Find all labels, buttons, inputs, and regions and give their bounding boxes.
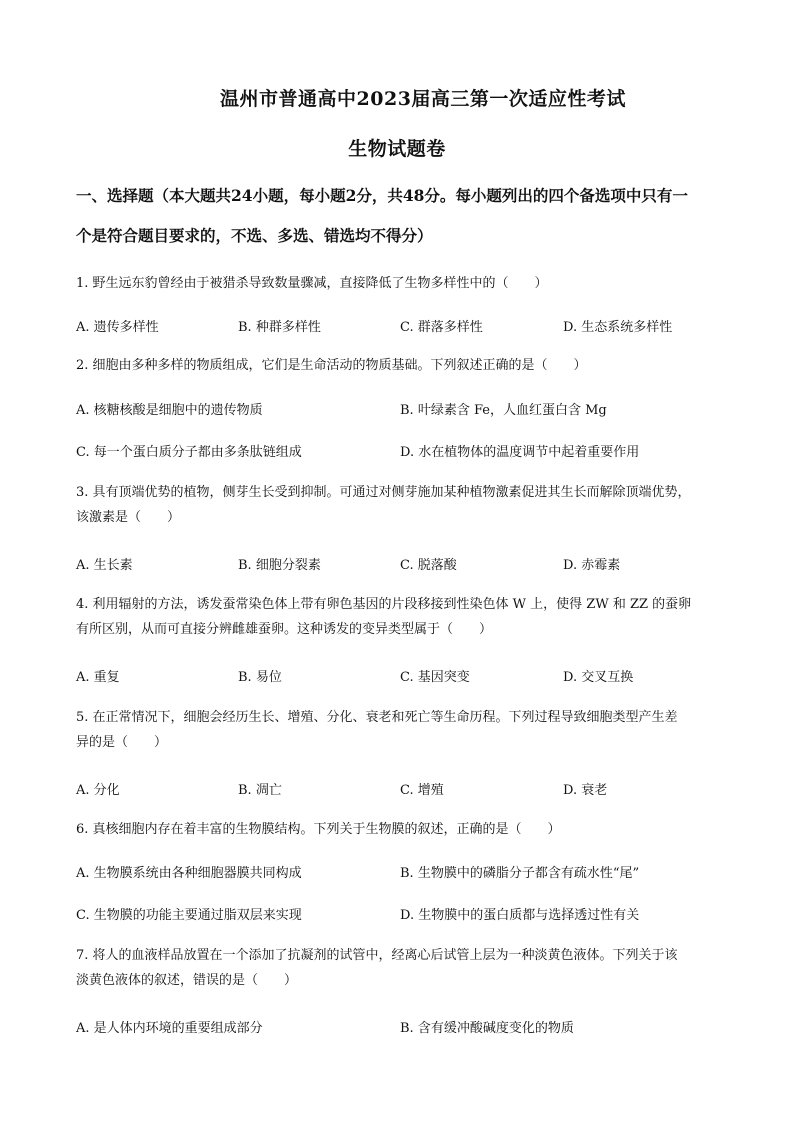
option-d: D. 赤霉素: [563, 558, 621, 573]
question-2-stem: [76, 353, 726, 378]
question-7-options-row1: [76, 1017, 726, 1037]
question-text: 5. 在正常情况下，细胞会经历生长、增殖、分化、衰老和死亡等生命历程。下列过程导致细胞类型产生差: [76, 710, 678, 725]
option-c: C. 脱落酸: [400, 558, 457, 573]
exam-title: 温州市普通高中2023届高三第一次适应性考试: [220, 88, 626, 110]
option-d: D. 衰老: [563, 783, 608, 798]
question-text: 有所区别，从而可直接分辨雌雄蚕卵。这种诱发的变异类型属于（ ）: [76, 622, 493, 637]
question-text: 3. 具有顶端优势的植物，侧芽生长受到抑制。可通过对侧芽施加某种植物激素促进其生长而解除顶端优势，: [76, 485, 691, 500]
option-a: A. 重复: [76, 670, 120, 685]
question-4-options: [76, 666, 726, 686]
question-6-options-row1: [76, 862, 726, 882]
option-b: B. 细胞分裂素: [238, 558, 321, 573]
question-text: 2. 细胞由多种多样的物质组成，它们是生命活动的物质基础。下列叙述正确的是（ ）: [76, 358, 587, 373]
question-text: 淡黄色液体的叙述，错误的是（ ）: [76, 973, 298, 988]
question-6-stem: [76, 817, 726, 842]
question-2-options-row1: [76, 399, 726, 419]
question-text: 4. 利用辐射的方法，诱发蚕常染色体上带有卵色基因的片段移接到性染色体 W 上，使得 ZW 和 ZZ 的蚕卵: [76, 597, 692, 612]
option-d: D. 交叉互换: [563, 670, 634, 685]
option-b: B. 含有缓冲酸碱度变化的物质: [400, 1021, 574, 1036]
question-text: 7. 将人的血液样品放置在一个添加了抗凝剂的试管中，经离心后试管上层为一种淡黄色液体。下列关于该: [76, 948, 678, 963]
question-4-stem: [76, 592, 726, 642]
option-b: B. 种群多样性: [238, 320, 321, 335]
option-a: A. 生物膜系统由各种细胞器膜共同构成: [76, 866, 302, 881]
option-c: C. 每一个蛋白质分子都由多条肽链组成: [76, 445, 302, 460]
option-b: B. 凋亡: [238, 783, 282, 798]
question-text: 异的是（ ）: [76, 735, 168, 750]
question-text: 6. 真核细胞内存在着丰富的生物膜结构。下列关于生物膜的叙述，正确的是（ ）: [76, 822, 561, 837]
option-b: B. 易位: [238, 670, 282, 685]
question-text: 该激素是（ ）: [76, 510, 181, 525]
section-heading: [76, 176, 736, 256]
question-1-options: [76, 316, 726, 336]
option-c: C. 生物膜的功能主要通过脂双层来实现: [76, 908, 302, 923]
question-3-stem: [76, 480, 726, 530]
option-d: D. 生物膜中的蛋白质都与选择透过性有关: [400, 908, 640, 923]
exam-subtitle: 生物试题卷: [348, 138, 446, 160]
question-7-stem: [76, 943, 726, 993]
option-a: A. 是人体内环境的重要组成部分: [76, 1021, 263, 1036]
question-1-stem: [76, 271, 726, 296]
option-a: A. 遗传多样性: [76, 320, 159, 335]
option-d: D. 水在植物体的温度调节中起着重要作用: [400, 445, 640, 460]
question-3-options: [76, 554, 726, 574]
section-heading-line: 一、选择题（本大题共24小题，每小题2分，共48分。每小题列出的四个备选项中只有一: [76, 186, 688, 205]
question-text: 1. 野生远东豹曾经由于被猎杀导致数量骤减，直接降低了生物多样性中的（ ）: [76, 276, 548, 291]
question-5-options: [76, 779, 726, 799]
question-6-options-row2: [76, 904, 726, 924]
option-c: C. 增殖: [400, 783, 444, 798]
option-b: B. 生物膜中的磷脂分子都含有疏水性“尾”: [400, 866, 640, 881]
question-5-stem: [76, 705, 726, 755]
section-heading-line: 个是符合题目要求的，不选、多选、错选均不得分）: [76, 226, 433, 245]
option-a: A. 核糖核酸是细胞中的遗传物质: [76, 403, 263, 418]
option-c: C. 群落多样性: [400, 320, 483, 335]
option-c: C. 基因突变: [400, 670, 470, 685]
option-a: A. 生长素: [76, 558, 133, 573]
question-2-options-row2: [76, 441, 726, 461]
option-b: B. 叶绿素含 Fe，人血红蛋白含 Mg: [400, 403, 607, 418]
option-d: D. 生态系统多样性: [563, 320, 673, 335]
option-a: A. 分化: [76, 783, 120, 798]
